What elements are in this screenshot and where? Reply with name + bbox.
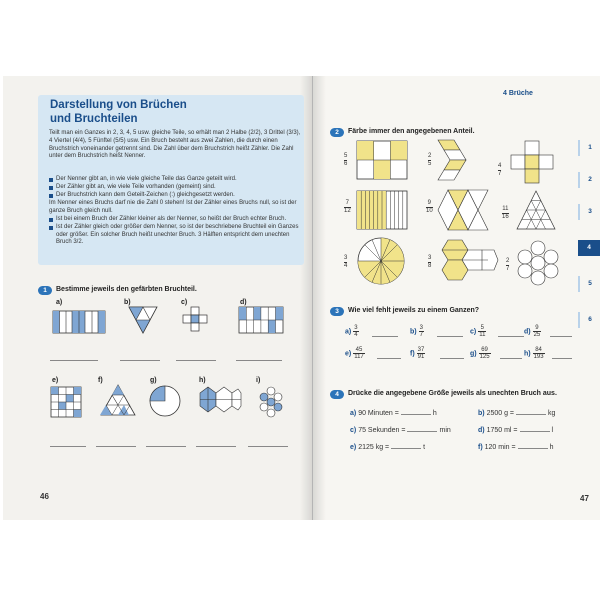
task2-figure-cross	[510, 140, 554, 188]
figure-c	[181, 306, 209, 336]
chapter-tab-3[interactable]: 3	[578, 204, 600, 220]
task3-item-b: b) $\frac{3}{7}$	[410, 325, 423, 338]
task2-figure-parallelograms	[436, 138, 476, 182]
answer-blank[interactable]	[401, 414, 431, 415]
figure-a	[52, 310, 106, 334]
task3-item-h: h) $\frac{84}{193}$	[524, 347, 544, 360]
list-item: Ist bei einem Bruch der Zähler kleiner als der Nenner, so heißt der Bruch echter Bruch.	[49, 216, 301, 224]
box-title-line2: und Bruchteilen	[50, 113, 138, 125]
list-item: Der Nenner gibt an, in wie viele gleiche Teile das Ganze geteilt wird.	[49, 176, 301, 184]
fraction-label: 11 16	[502, 206, 509, 220]
task2-figure-circle	[356, 236, 406, 286]
label-d: d)	[240, 299, 247, 306]
figure-b	[128, 306, 158, 334]
task2-figure-bars12	[356, 190, 408, 230]
task4-text: Drücke die angegebene Größe jeweils als unechten Bruch aus.	[348, 390, 557, 397]
answer-line[interactable]	[372, 336, 398, 337]
label-g: g)	[150, 377, 157, 384]
answer-line[interactable]	[440, 358, 464, 359]
task1-text: Bestimme jeweils den gefärbten Bruchteil.	[56, 286, 197, 293]
zero-rule-text: Im Nenner eines Bruchs darf nie die Zahl 0 stehen! Ist der Zähler eines Bruchs null, so ist der ganze Bruch gleich null.	[49, 200, 297, 214]
task4-item-d: d) 1750 ml = l	[478, 427, 554, 434]
label-i: i)	[256, 377, 261, 384]
answer-line-c[interactable]	[176, 360, 216, 361]
task4-item-e: e) 2125 kg = t	[350, 444, 426, 451]
answer-line-d[interactable]	[236, 360, 282, 361]
list-item: Der Bruchstrich kann dem Geteilt-Zeichen (:) gleichgesetzt werden.	[49, 192, 301, 200]
task3-item-a: a) $\frac{3}{4}$	[345, 325, 358, 338]
answer-blank[interactable]	[518, 448, 548, 449]
fraction-type-list	[49, 216, 301, 247]
task2-figure-diamonds	[436, 188, 492, 232]
background-top	[0, 0, 600, 80]
task2-figure-rect6	[356, 140, 408, 180]
answer-line[interactable]	[500, 358, 522, 359]
label-h: h)	[199, 377, 206, 384]
answer-line-i[interactable]	[248, 446, 288, 447]
rule-list	[49, 176, 301, 199]
chapter-tab-2[interactable]: 2	[578, 172, 600, 188]
task4-number: 4	[330, 390, 344, 399]
chapter-tab-6[interactable]: 6	[578, 312, 600, 328]
task1-number: 1	[38, 286, 52, 295]
chapter-tab-4[interactable]: 4	[578, 240, 600, 256]
task3-item-d: d) $\frac{9}{25}$	[524, 325, 541, 338]
label-f: f)	[98, 377, 103, 384]
label-c: c)	[181, 299, 188, 306]
figure-e	[50, 386, 82, 418]
figure-d	[238, 306, 284, 334]
intro-text: Teilt man ein Ganzes in 2, 3, 4, 5 usw. gleiche Teile, so erhält man 2 Halbe (2/2), 3 Drittel (3/3), 4 Viertel (4/4), 5 Fünftel (5/5) usw. Ein Bruch besteht aus zwei Zahlen, die durch einen Bruchstrich voneinander getrennt sind. Die Zahl über dem Bruchstrich heißt Zähler. Die Zahl unter dem Bruchstrich heißt Nenner.	[49, 130, 301, 160]
fraction-label: 4 7	[498, 163, 502, 177]
label-b: b)	[124, 299, 131, 306]
task4-item-b: b) 2500 g = kg	[478, 410, 556, 417]
task4-item-a: a) 90 Minuten = h	[350, 410, 437, 417]
answer-blank[interactable]	[407, 431, 437, 432]
task3-text: Wie viel fehlt jeweils zu einem Ganzen?	[348, 307, 480, 314]
fraction-label: 9 10	[426, 200, 433, 214]
task3-item-f: f) $\frac{37}{91}$	[410, 347, 425, 360]
box-title-line1: Darstellung von Brüchen	[50, 99, 187, 111]
answer-line-f[interactable]	[96, 446, 136, 447]
fraction-label: 7 12	[344, 200, 351, 214]
answer-line[interactable]	[377, 358, 401, 359]
task4-item-f: f) 120 min = h	[478, 444, 554, 451]
label-a: a)	[56, 299, 63, 306]
figure-g	[148, 384, 182, 418]
figure-f	[100, 384, 136, 416]
answer-line[interactable]	[552, 358, 572, 359]
task2-text: Färbe immer den angegebenen Anteil.	[348, 128, 475, 135]
answer-line-g[interactable]	[146, 446, 186, 447]
answer-blank[interactable]	[516, 414, 546, 415]
task4-item-c: c) 75 Sekunden = min	[350, 427, 451, 434]
task3-item-c: c) $\frac{5}{11}$	[470, 325, 486, 338]
list-item: Der Zähler gibt an, wie viele Teile vorhanden (gemeint) sind.	[49, 184, 301, 192]
task2-figure-flower	[516, 240, 560, 286]
answer-line-b[interactable]	[120, 360, 160, 361]
fraction-label: 5 6	[344, 153, 348, 167]
task3-item-e: e) $\frac{45}{117}$	[345, 347, 364, 360]
background-bottom	[0, 522, 600, 600]
page-number-right: 47	[580, 494, 589, 503]
task2-figure-hexagons	[438, 238, 500, 284]
answer-line[interactable]	[498, 336, 524, 337]
fraction-label: 3 8	[428, 255, 432, 269]
answer-line-e[interactable]	[50, 446, 86, 447]
answer-line[interactable]	[550, 336, 572, 337]
task3-item-g: g) $\frac{69}{125}$	[470, 347, 490, 360]
task3-number: 3	[330, 307, 344, 316]
list-item: Ist der Zähler gleich oder größer dem Nenner, so ist der beschriebene Bruchteil ein Ganzes oder größer. Ein solcher Bruch heißt unechter Bruch. 3 Hälften entspricht dem unechten Bruch 3/2.	[49, 224, 301, 247]
chapter-tab-5[interactable]: 5	[578, 276, 600, 292]
box-title	[50, 98, 250, 126]
answer-blank[interactable]	[520, 431, 550, 432]
task2-figure-triangle-grid	[516, 190, 556, 230]
task2-number: 2	[330, 128, 344, 137]
page-number-left: 46	[40, 492, 49, 501]
fraction-label: 3 4	[344, 255, 348, 269]
chapter-tab-1[interactable]: 1	[578, 140, 600, 156]
figure-i	[256, 386, 286, 418]
answer-blank[interactable]	[391, 448, 421, 449]
fraction-label: 2 5	[428, 153, 432, 167]
fraction-label: 2 7	[506, 258, 510, 272]
answer-line-h[interactable]	[196, 446, 236, 447]
figure-h	[196, 386, 242, 414]
answer-line[interactable]	[437, 336, 463, 337]
running-head: 4 Brüche	[503, 90, 533, 97]
answer-line-a[interactable]	[50, 360, 98, 361]
label-e: e)	[52, 377, 59, 384]
